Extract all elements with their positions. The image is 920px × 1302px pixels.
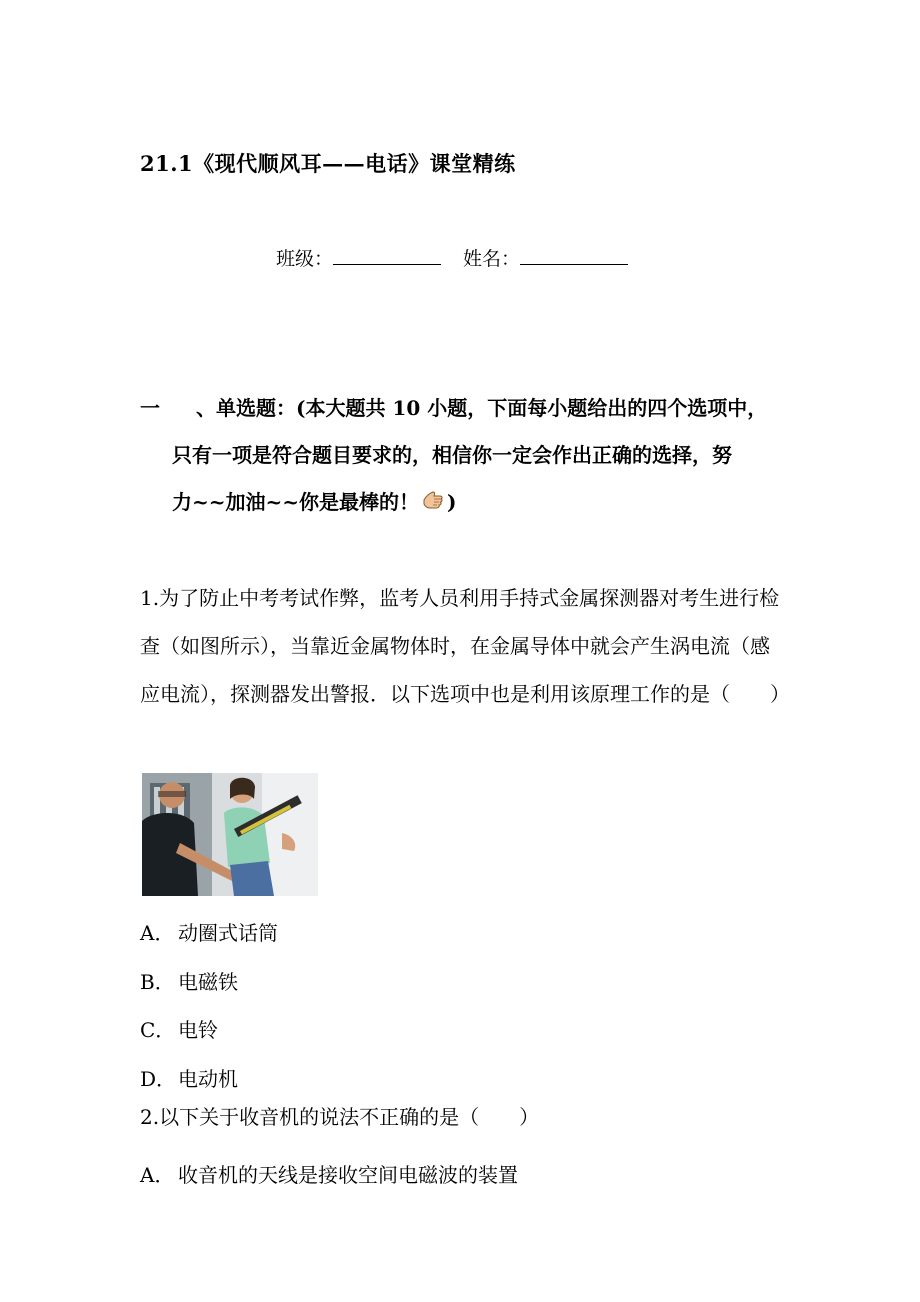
question-1-option-b[interactable]: B． 电磁铁 <box>140 970 238 994</box>
section-line-1: 、单选题：(本大题共 10 小题，下面每小题给出的四个选项中， <box>196 396 768 420</box>
section-line-3-end: ) <box>447 490 457 514</box>
name-label: 姓名： <box>463 248 521 270</box>
section-number: 一 <box>140 396 160 420</box>
question-1-option-d[interactable]: D．电动机 <box>140 1067 238 1091</box>
thumbs-up-icon <box>421 489 445 513</box>
question-1-option-a[interactable]: A． 动圈式话筒 <box>140 921 278 945</box>
question-1-text: 1.为了防止中考考试作弊，监考人员利用手持式金属探测器对考生进行检查（如图所示），当靠近金属物体时，在金属导体中就会产生涡电流（感应电流），探测器发出警报．以下选项中也是利用该原理工作的是（ ） <box>140 586 790 706</box>
section-line-3-text: 力~~加油~~你是最棒的！ <box>172 490 420 514</box>
name-blank[interactable] <box>520 248 628 265</box>
page-title: 21.1《现代顺风耳——电话》课堂精练 <box>140 151 516 176</box>
question-2-option-a[interactable]: A． 收音机的天线是接收空间电磁波的装置 <box>140 1163 518 1187</box>
metal-detector-photo <box>142 773 318 896</box>
class-blank[interactable] <box>333 248 441 265</box>
student-info-line <box>276 244 650 271</box>
section-line-2: 只有一项是符合题目要求的，相信你一定会作出正确的选择，努 <box>172 443 732 467</box>
section-line-3 <box>172 479 790 526</box>
class-label: 班级： <box>276 248 334 270</box>
question-2-text: 2.以下关于收音机的说法不正确的是（ ） <box>140 1105 540 1129</box>
question-1-option-c[interactable]: C． 电铃 <box>140 1018 218 1042</box>
section-heading <box>140 385 790 526</box>
